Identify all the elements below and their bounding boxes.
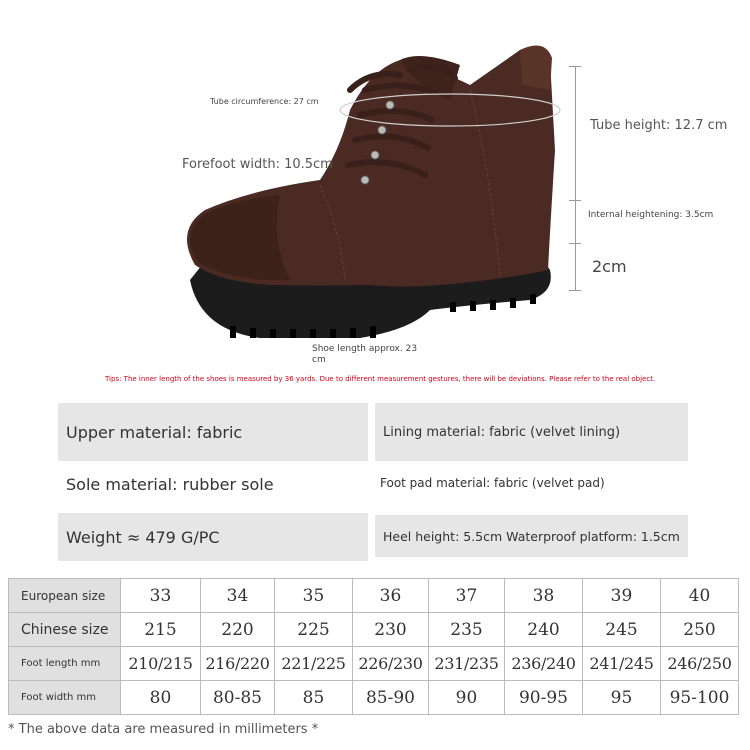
table-cell: 36 xyxy=(353,579,429,613)
row-label-chinese-size: Chinese size xyxy=(9,613,121,647)
table-cell: 85-90 xyxy=(353,681,429,715)
tube-circumference-label: Tube circumference: 27 cm xyxy=(210,97,319,106)
table-cell: 35 xyxy=(275,579,353,613)
height-guide-tick-mid xyxy=(569,200,581,201)
upper-material: Upper material: fabric xyxy=(58,403,368,461)
size-table xyxy=(8,578,739,715)
table-cell: 33 xyxy=(121,579,201,613)
boot-product-image xyxy=(170,30,570,350)
table-cell: 80-85 xyxy=(201,681,275,715)
table-cell: 37 xyxy=(429,579,505,613)
row-label-european-size: European size xyxy=(9,579,121,613)
row-label-foot-length: Foot length mm xyxy=(9,647,121,681)
table-row xyxy=(9,613,739,647)
row-label-foot-width: Foot width mm xyxy=(9,681,121,715)
height-guide-tick-low xyxy=(569,243,581,244)
table-cell: 240 xyxy=(505,613,583,647)
table-cell: 85 xyxy=(275,681,353,715)
table-cell: 39 xyxy=(583,579,661,613)
table-cell: 80 xyxy=(121,681,201,715)
height-guide-tick-top xyxy=(569,66,581,67)
table-cell: 90 xyxy=(429,681,505,715)
table-cell: 40 xyxy=(661,579,739,613)
shoe-length-label: Shoe length approx. 23 cm xyxy=(312,344,418,365)
table-cell: 38 xyxy=(505,579,583,613)
sole-height-label: 2cm xyxy=(592,257,627,276)
table-cell: 221/225 xyxy=(275,647,353,681)
table-cell: 34 xyxy=(201,579,275,613)
tube-height-label: Tube height: 12.7 cm xyxy=(590,118,728,133)
table-cell: 216/220 xyxy=(201,647,275,681)
weight-info: Weight ≈ 479 G/PC xyxy=(58,513,368,561)
sole-material: Sole material: rubber sole xyxy=(66,474,274,494)
table-row xyxy=(9,681,739,715)
table-cell: 226/230 xyxy=(353,647,429,681)
table-cell: 245 xyxy=(583,613,661,647)
table-cell: 225 xyxy=(275,613,353,647)
heel-height-info: Heel height: 5.5cm Waterproof platform: 1.5cm xyxy=(375,515,688,557)
table-cell: 215 xyxy=(121,613,201,647)
foot-pad-material: Foot pad material: fabric (velvet pad) xyxy=(380,476,605,490)
table-cell: 95-100 xyxy=(661,681,739,715)
table-row xyxy=(9,579,739,613)
table-cell: 250 xyxy=(661,613,739,647)
table-cell: 235 xyxy=(429,613,505,647)
table-cell: 241/245 xyxy=(583,647,661,681)
table-cell: 236/240 xyxy=(505,647,583,681)
table-cell: 210/215 xyxy=(121,647,201,681)
table-cell: 230 xyxy=(353,613,429,647)
table-cell: 231/235 xyxy=(429,647,505,681)
footnote: * The above data are measured in millimeters * xyxy=(8,722,319,737)
table-cell: 220 xyxy=(201,613,275,647)
table-row xyxy=(9,647,739,681)
lining-material: Lining material: fabric (velvet lining) xyxy=(375,403,688,461)
forefoot-width-label: Forefoot width: 10.5cm xyxy=(182,157,333,172)
table-cell: 95 xyxy=(583,681,661,715)
height-guide-tick-bottom xyxy=(569,290,581,291)
internal-heightening-label: Internal heightening: 3.5cm xyxy=(588,210,714,220)
table-cell: 90-95 xyxy=(505,681,583,715)
table-cell: 246/250 xyxy=(661,647,739,681)
height-guide-line xyxy=(575,66,576,290)
measurement-tip: Tips: The inner length of the shoes is measured by 36 yards. Due to different measurement gestures, there will be deviations. Please refer to the real object. xyxy=(105,375,656,383)
